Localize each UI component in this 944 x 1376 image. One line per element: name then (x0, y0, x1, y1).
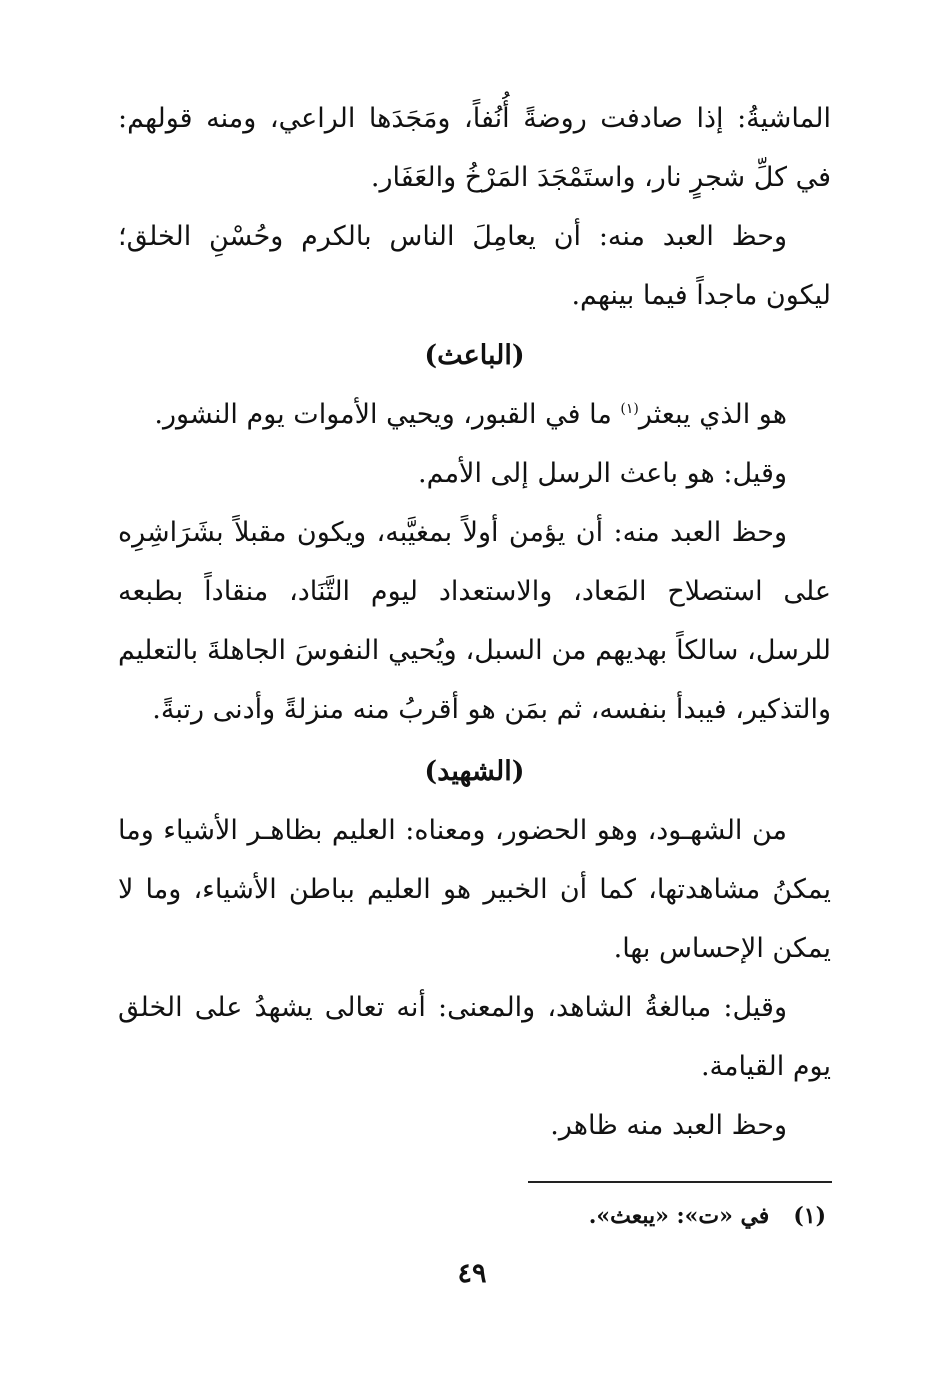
section-baith (118, 326, 831, 739)
paragraph-baith-share: وحظ العبد منه: أن يؤمن أولاً بمغيَّبه، ويكون مقبلاً بشَرَاشِرِه على استصلاح المَعاد، والاستعداد ليوم التَّنَاد، منقاداً بطبعه للرسل، سالكاً بهديهم من السبل، ويُحيي النفوسَ الجاهلةَ بالتعليم والتذكير، فيبدأ بنفسه، ثم بمَن هو أقربُ منه منزلةً وأدنى رتبةً. (118, 517, 831, 725)
footnote-number: (١) (793, 1203, 826, 1229)
section-majid-continued (118, 89, 831, 325)
footnote-divider (528, 1181, 832, 1183)
paragraph-majid-definition: الماشيةُ: إذا صادفت روضةً أُنُفاً، ومَجَدَها الراعي، ومنه قولهم: في كلِّ شجرٍ نار، واستَمْجَدَ المَرْخُ والعَفَار. (118, 103, 831, 193)
page-number: ٤٩ (457, 1258, 487, 1289)
footnote-reference: (١) (620, 401, 639, 417)
paragraph-baith-text-start: هو الذي يبعثر (638, 399, 787, 430)
paragraph-shahid-alternate: وقيل: مبالغةُ الشاهد، والمعنى: أنه تعالى يشهدُ على الخلق يوم القيامة. (118, 992, 831, 1082)
footnote (118, 1198, 826, 1234)
paragraph-baith-text-end: ما في القبور، ويحيي الأموات يوم النشور. (154, 399, 621, 430)
heading-baith: (الباعث) (424, 340, 525, 371)
paragraph-baith-definition (118, 385, 831, 444)
paragraph-shahid-share: وحظ العبد منه ظاهر. (550, 1110, 787, 1141)
footnote-text: في «ت»: «يبعث». (588, 1203, 770, 1229)
paragraph-majid-share: وحظ العبد منه: أن يعامِلَ الناس بالكرم وحُسْنِ الخلق؛ ليكون ماجداً فيما بينهم. (118, 221, 831, 311)
section-shahid (118, 742, 831, 1155)
heading-shahid: (الشهيد) (424, 756, 525, 787)
paragraph-baith-alternate: وقيل: هو باعث الرسل إلى الأمم. (418, 458, 787, 489)
paragraph-shahid-definition: من الشهـود، وهو الحضور، ومعناه: العليم بظاهـر الأشياء وما يمكنُ مشاهدتها، كما أن الخبير هو العليم بباطن الأشياء، وما لا يمكن الإحساس بها. (118, 815, 831, 964)
